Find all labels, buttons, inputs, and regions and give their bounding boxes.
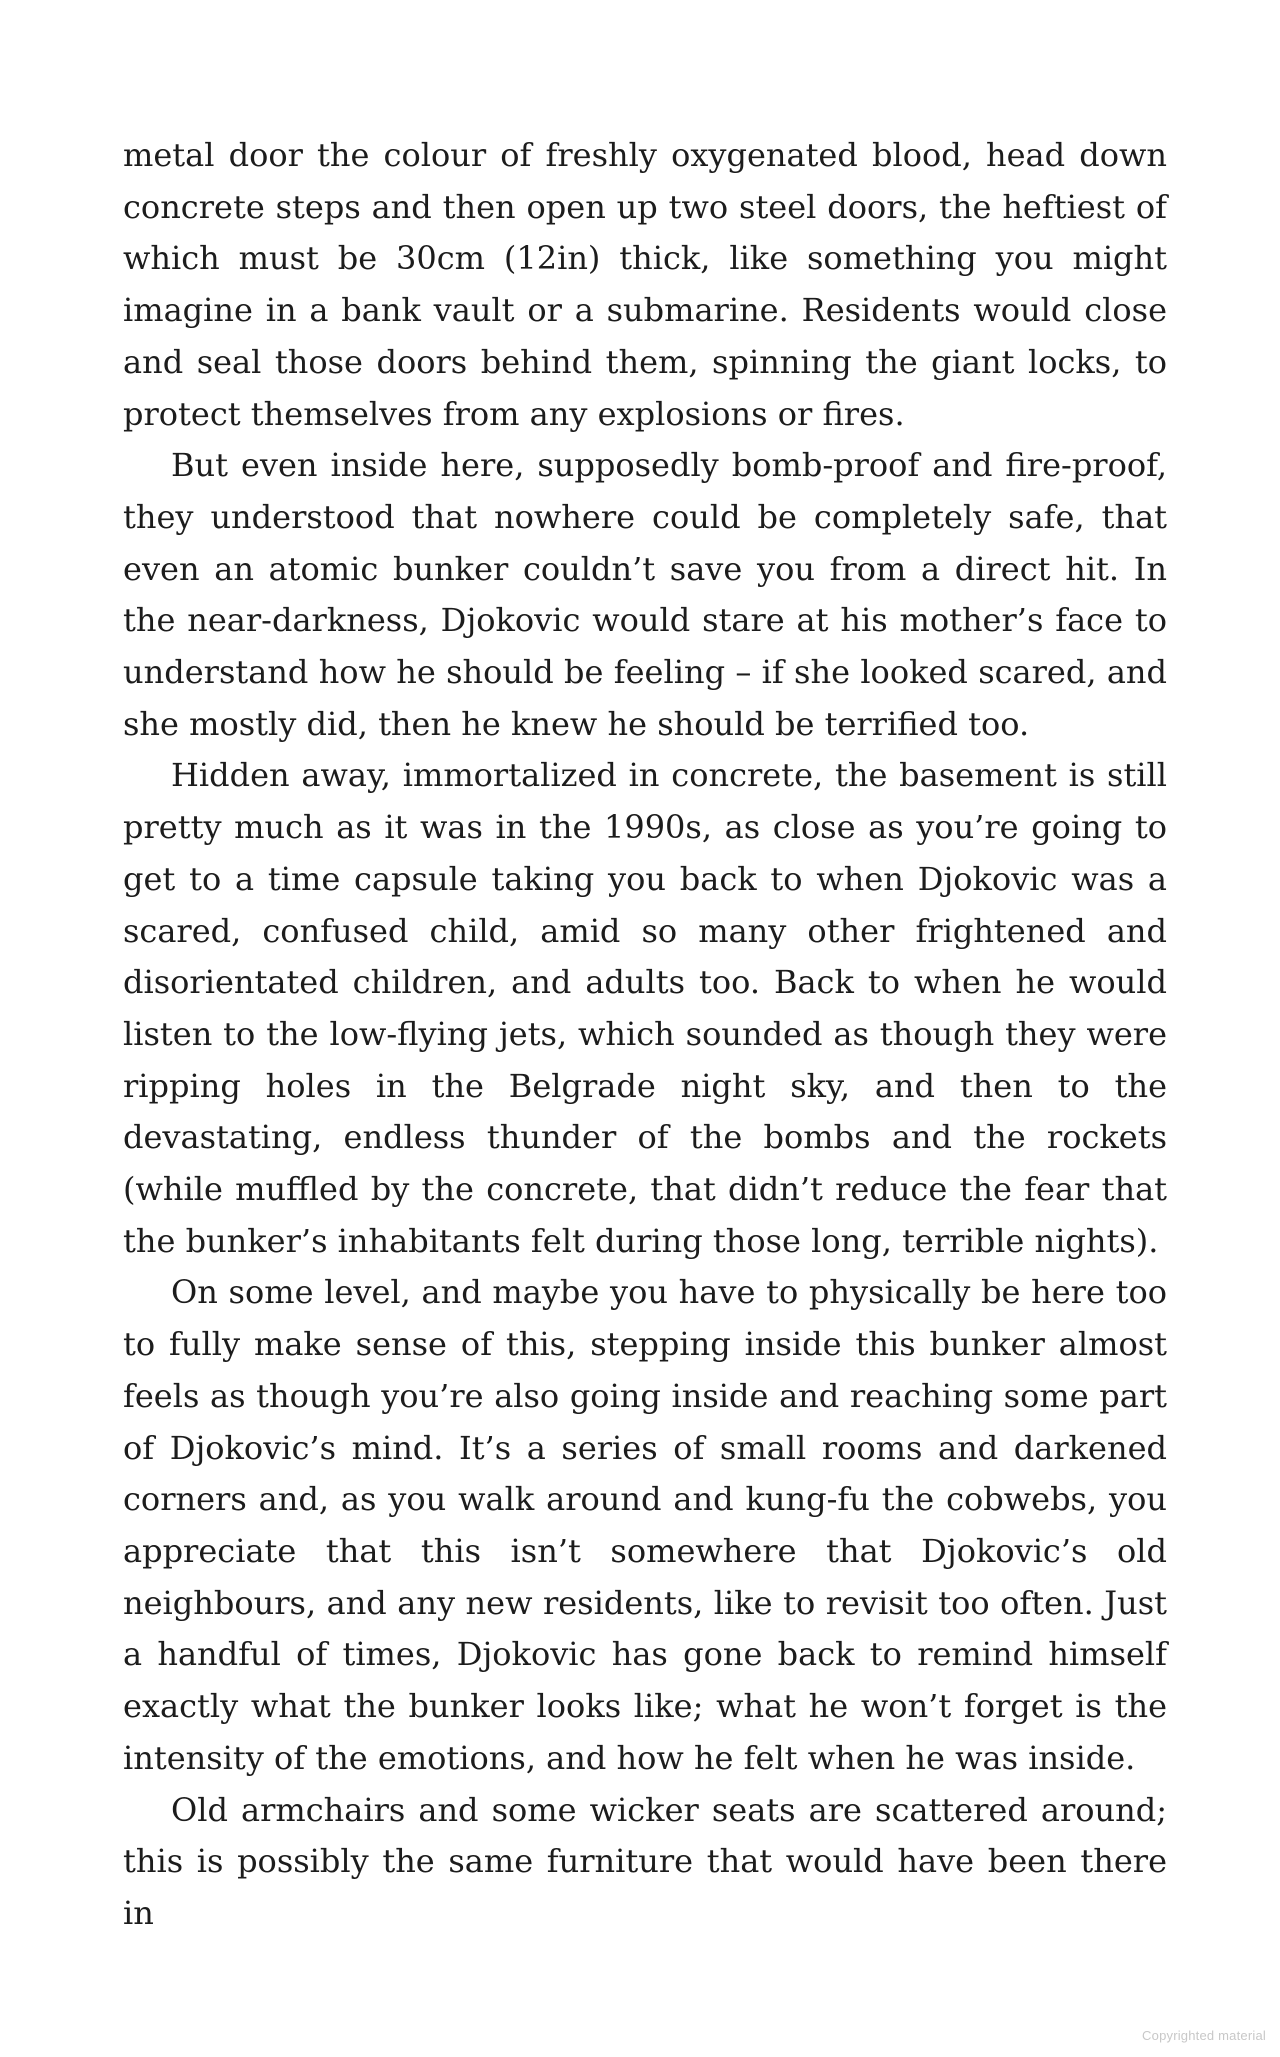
paragraph-3: Hidden away, immortalized in concrete, the basement is still pretty much as it was in the 1990s, as close as you’re going to get to a time capsule taking you back to when Djokovic was a scared, confused child, amid so many other frightened and disorientated children, and adults too. Back to when he would listen to the low-flying jets, which sounded as though they were ripping holes in the Belgrade night sky, and then to the devastating, endless thunder of the bombs and the rockets (while muffled by the concrete, that didn’t reduce the fear that the bunker’s inhabitants felt during those long, terrible nights). — [123, 756, 1167, 1260]
paragraph-4: On some level, and maybe you have to physically be here too to fully make sense of this, stepping inside this bunker almost feels as though you’re also going inside and reaching some part of Djokovic’s mind. It’s a series of small rooms and darkened corners and, as you walk around and kung-fu the cobwebs, you appreciate that this isn’t somewhere that Djokovic’s old neighbours, and any new residents, like to revisit too often. Just a handful of times, Djokovic has gone back to remind himself exactly what the bunker looks like; what he won’t forget is the intensity of the emotions, and how he felt when he was inside. — [123, 1273, 1167, 1777]
body-text — [123, 130, 1167, 1940]
paragraph-5: Old armchairs and some wicker seats are scattered around; this is possibly the same furniture that would have been there in — [123, 1790, 1167, 1932]
copyright-watermark: Copyrighted material — [1142, 2028, 1266, 2043]
paragraph-2: But even inside here, supposedly bomb-proof and fire-proof, they understood that nowhere could be completely safe, that even an atomic bunker couldn’t save you from a direct hit. In the near-darkness, Djokovic would stare at his mother’s face to understand how he should be feeling – if she looked scared, and she mostly did, then he knew he should be terrified too. — [123, 446, 1167, 743]
paragraph-1: metal door the colour of freshly oxygenated blood, head down concrete steps and then open up two steel doors, the heftiest of which must be 30cm (12in) thick, like something you might imagine in a bank vault or a submarine. Residents would close and seal those doors behind them, spinning the giant locks, to protect themselves from any explosions or fires. — [123, 136, 1167, 433]
